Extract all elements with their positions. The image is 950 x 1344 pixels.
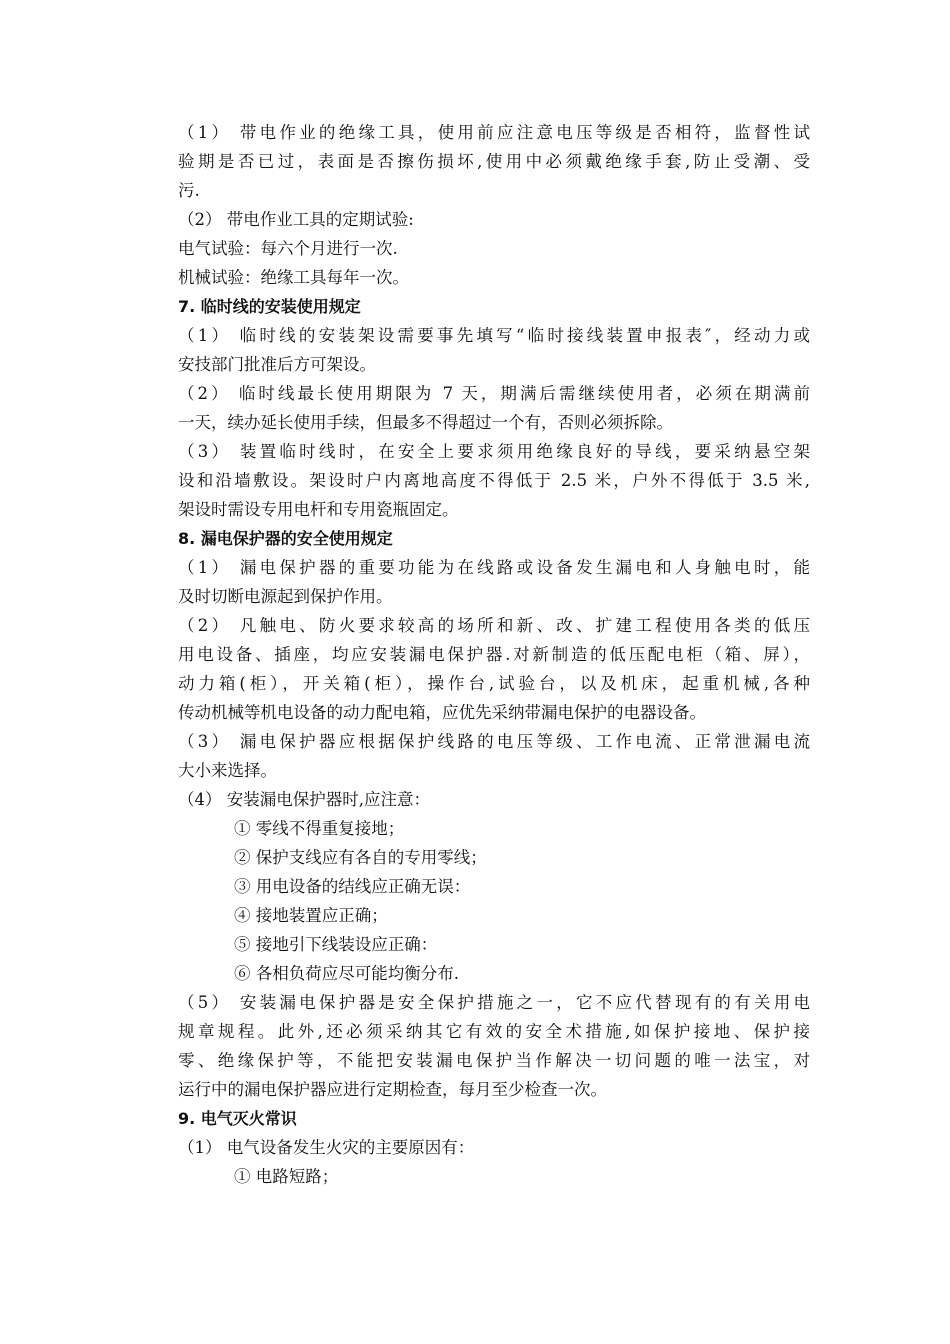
- paragraph-line: （2） 凡触电、防火要求较高的场所和新、改、扩建工程使用各类的低压: [178, 616, 810, 635]
- paragraph-line: 零、绝缘保护等，不能把安装漏电保护当作解决一切问题的唯一法宝，对: [178, 1051, 810, 1070]
- list-item: ② 保护支线应有各自的专用零线；: [234, 848, 487, 867]
- paragraph-line: （1） 电气设备发生火灾的主要原因有：: [178, 1138, 475, 1157]
- section-heading-9: 9. 电气灭火常识: [178, 1109, 297, 1128]
- paragraph-line: 污.: [178, 181, 200, 200]
- paragraph-line: （5） 安装漏电保护器是安全保护措施之一，它不应代替现有的有关用电: [178, 993, 810, 1012]
- paragraph-line: （2） 带电作业工具的定期试验:: [178, 210, 414, 229]
- paragraph-line: （3） 装置临时线时，在安全上要求须用绝缘良好的导线，要采纳悬空架: [178, 442, 810, 461]
- paragraph-line: 运行中的漏电保护器应进行定期检查，每月至少检查一次。: [178, 1080, 607, 1099]
- paragraph-line: （3） 漏电保护器应根据保护线路的电压等级、工作电流、正常泄漏电流: [178, 732, 810, 751]
- list-item: ④ 接地装置应正确；: [234, 906, 388, 925]
- paragraph-line: 大小来选择。: [178, 761, 277, 780]
- paragraph-line: 用电设备、插座，均应安装漏电保护器.对新制造的低压配电柜（箱、屏），: [178, 645, 810, 664]
- paragraph-line: （4） 安装漏电保护器时,应注意：: [178, 790, 430, 809]
- paragraph-line: （2） 临时线最长使用期限为 7 天，期满后需继续使用者，必须在期满前: [178, 384, 810, 403]
- paragraph-line: 规章规程。此外,还必须采纳其它有效的安全术措施,如保护接地、保护接: [178, 1022, 810, 1041]
- paragraph-line: 设和沿墙敷设。架设时户内离地高度不得低于 2.5 米，户外不得低于 3.5 米,: [178, 471, 810, 490]
- list-item: ⑥ 各相负荷应尽可能均衡分布.: [234, 964, 459, 983]
- paragraph-line: 电气试验：每六个月进行一次.: [178, 239, 398, 258]
- document-body: [178, 118, 810, 1191]
- paragraph-line: 安技部门批准后方可架设。: [178, 355, 376, 374]
- list-item: ① 零线不得重复接地；: [234, 819, 405, 838]
- paragraph-line: 传动机械等机电设备的动力配电箱，应优先采纳带漏电保护的电器设备。: [178, 703, 706, 722]
- paragraph-line: 验期是否已过，表面是否擦伤损坏,使用中必须戴绝缘手套,防止受潮、受: [178, 152, 810, 171]
- section-heading-8: 8. 漏电保护器的安全使用规定: [178, 529, 393, 548]
- paragraph-line: 一天，续办延长使用手续，但最多不得超过一个有，否则必须拆除。: [178, 413, 673, 432]
- list-item: ⑤ 接地引下线装设应正确：: [234, 935, 438, 954]
- paragraph-line: 架设时需设专用电杆和专用瓷瓶固定。: [178, 500, 459, 519]
- paragraph-line: 动力箱(柜），开关箱(柜），操作台,试验台，以及机床，起重机械,各种: [178, 674, 810, 693]
- paragraph-line: （1） 带电作业的绝缘工具，使用前应注意电压等级是否相符，监督性试: [178, 123, 810, 142]
- paragraph-line: 机械试验：绝缘工具每年一次。: [178, 268, 409, 287]
- list-item: ③ 用电设备的结线应正确无误：: [234, 877, 471, 896]
- list-item: ① 电路短路；: [234, 1167, 339, 1186]
- section-heading-7: 7. 临时线的安装使用规定: [178, 297, 361, 316]
- paragraph-line: 及时切断电源起到保护作用。: [178, 587, 393, 606]
- paragraph-line: （1） 漏电保护器的重要功能为在线路或设备发生漏电和人身触电时，能: [178, 558, 810, 577]
- paragraph-line: （1） 临时线的安装架设需要事先填写“临时接线装置申报表″，经动力或: [178, 326, 810, 345]
